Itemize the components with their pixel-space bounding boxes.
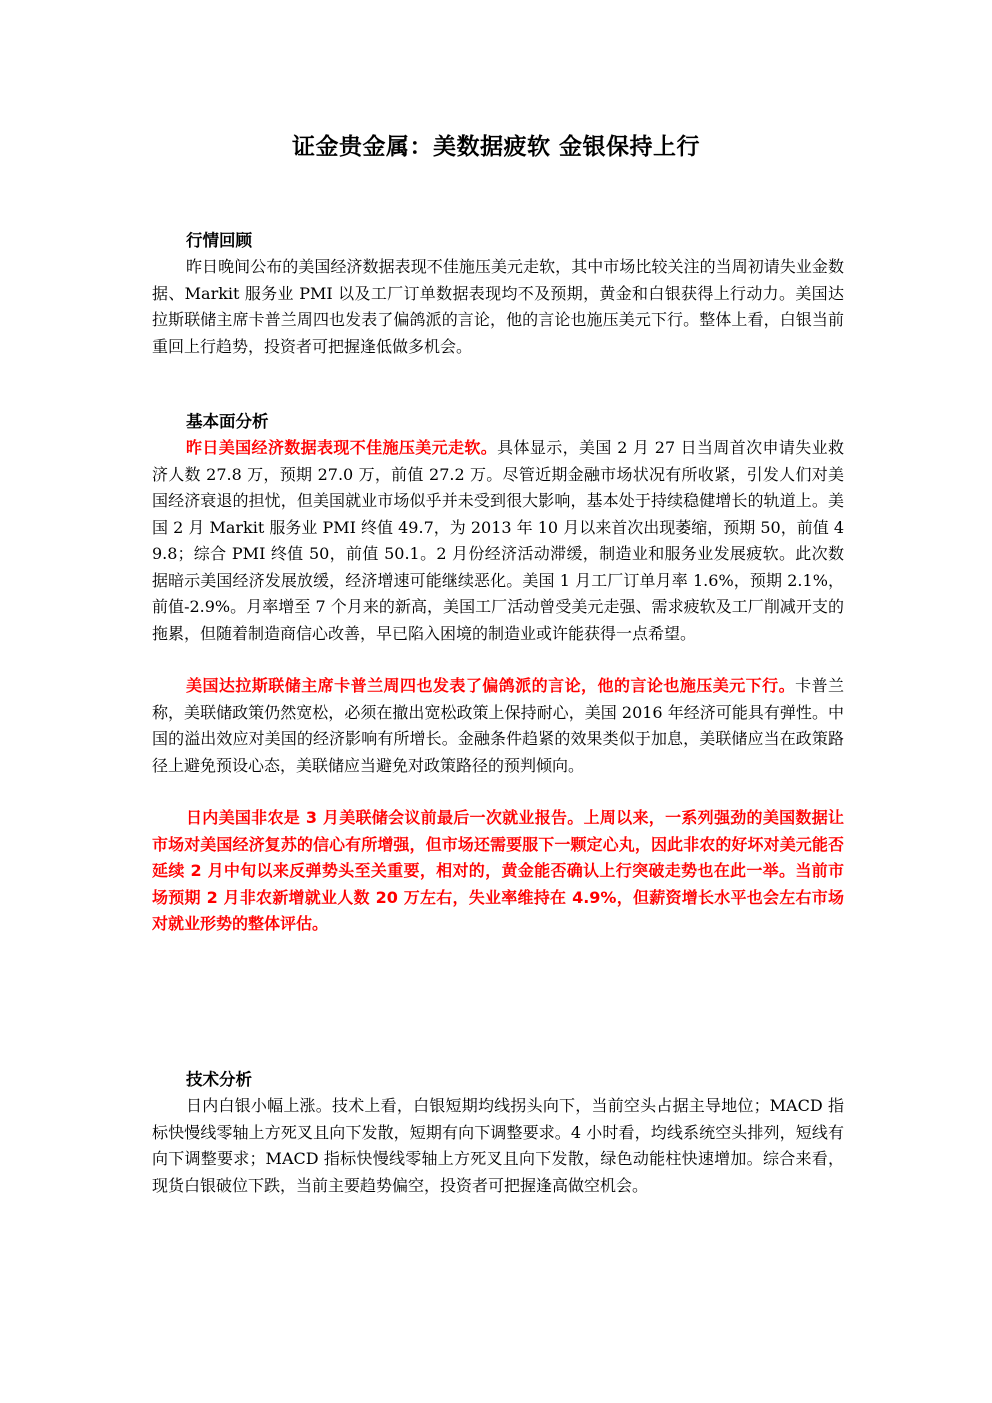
highlight-text: 昨日美国经济数据表现不佳施压美元走软。 [186,438,498,457]
paragraph-body: 具体显示，美国 2 月 27 日当周首次申请失业救济人数 27.8 万，预期 27.0 万，前值 27.2 万。尽管近期金融市场状况有所收紧，引发人们对美国经济衰退的担忧，但美国就业市场似乎并未受到很大影响，基本处于持续稳健增长的轨道上。美国 2 月 Markit 服务业 PMI 终值 49.7，为 2013 年 10 月以来首次出现萎缩，预期 50，前值 49.8；综合 PMI 终值 50，前值 50.1。2 月份经济活动滞缓，制造业和服务业发展疲软。此次数据暗示美国经济发展放缓，经济增速可能继续恶化。美国 1 月工厂订单月率 1.6%，预期 2.1%，前值-2.9%。月率增至 7 个月来的新高，美国工厂活动曾受美元走强、需求疲软及工厂削减开支的拖累，但随着制造商信心改善，早已陷入困境的制造业或许能获得一点希望。 [152,438,844,643]
section-technical [152,1066,844,1199]
section-fundamentals [152,408,844,938]
paragraph: 昨日晚间公布的美国经济数据表现不佳施压美元走软，其中市场比较关注的当周初请失业金数据、Markit 服务业 PMI 以及工厂订单数据表现均不及预期，黄金和白银获得上行动力。美国达拉斯联储主席卡普兰周四也发表了偏鸽派的言论，他的言论也施压美元下行。整体上看，白银当前重回上行趋势，投资者可把握逢低做多机会。 [152,257,844,356]
paragraph: 日内白银小幅上涨。技术上看，白银短期均线拐头向下，当前空头占据主导地位；MACD 指标快慢线零轴上方死叉且向下发散，短期有向下调整要求。4 小时看，均线系统空头排列，短线有向下调整要求；MACD 指标快慢线零轴上方死叉且向下发散，绿色动能柱快速增加。综合来看，现货白银破位下跌，当前主要趋势偏空，投资者可把握逢高做空机会。 [152,1096,844,1195]
section-heading: 基本面分析 [186,412,269,431]
section-heading: 技术分析 [186,1070,252,1089]
highlight-text: 美国达拉斯联储主席卡普兰周四也发表了偏鸽派的言论，他的言论也施压美元下行。 [186,676,796,695]
paragraph [152,435,844,647]
section-market-review [152,227,844,360]
paragraph-body: 卡普兰称，美联储政策仍然宽松，必须在撤出宽松政策上保持耐心，美国 2016 年经济可能具有弹性。中国的溢出效应对美国的经济影响有所增长。金融条件趋紧的效果类似于加息，美联储应当在政策路径上避免预设心态，美联储应当避免对政策路径的预判倾向。 [152,676,844,775]
document-title: 证金贵金属：美数据疲软 金银保持上行 [291,134,700,160]
paragraph [152,673,844,779]
section-heading: 行情回顾 [186,231,252,250]
highlight-paragraph: 日内美国非农是 3 月美联储会议前最后一次就业报告。上周以来，一系列强劲的美国数据让市场对美国经济复苏的信心有所增强，但市场还需要服下一颗定心丸，因此非农的好坏对美元能否延续 2 月中旬以来反弹势头至关重要，相对的，黄金能否确认上行突破走势也在此一举。当前市场预期 2 月非农新增就业人数 20 万左右，失业率维持在 4.9%，但薪资增长水平也会左右市场对就业形势的整体评估。 [152,808,844,933]
